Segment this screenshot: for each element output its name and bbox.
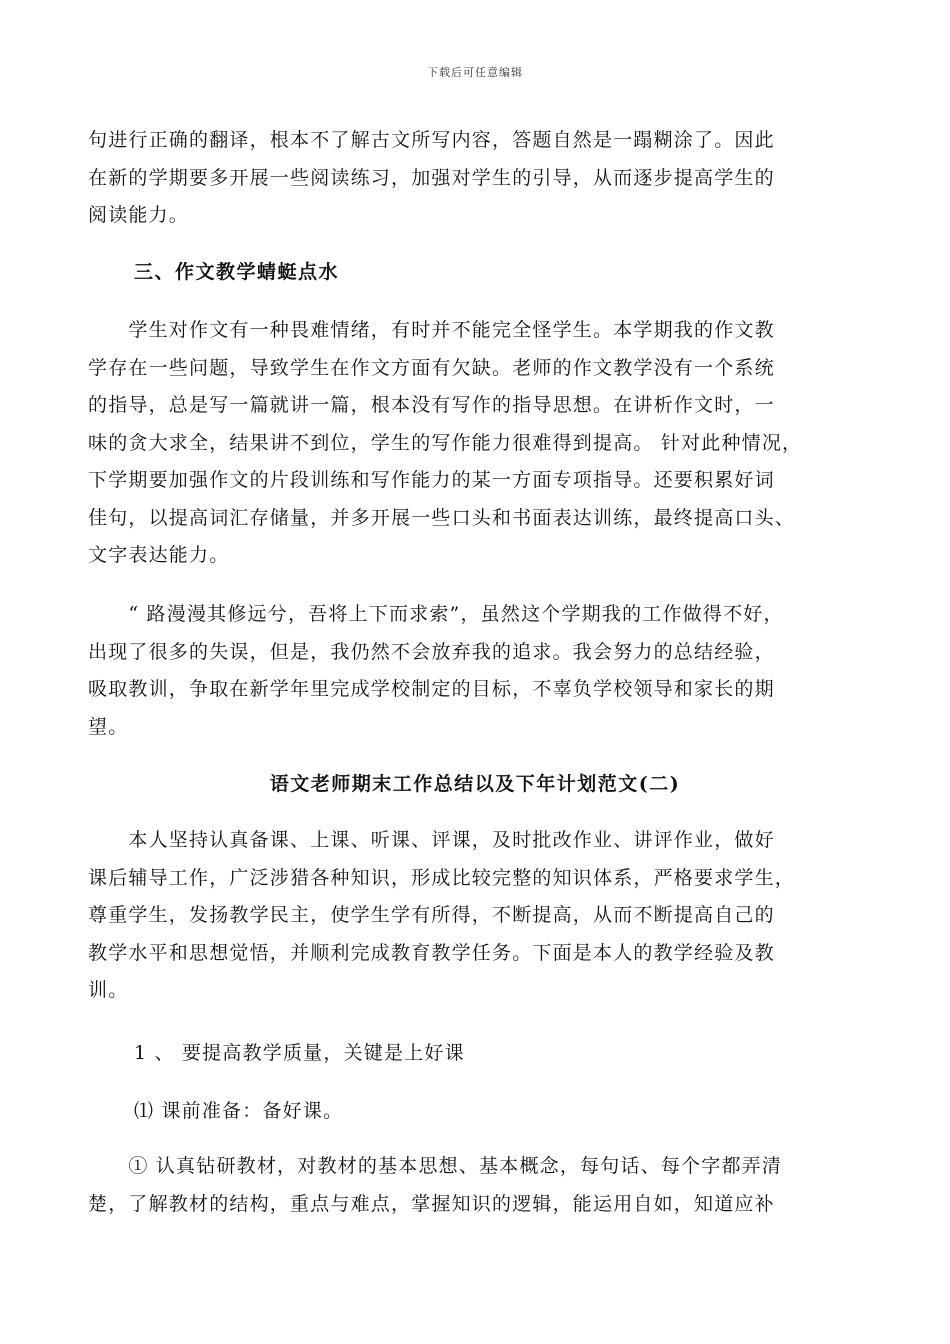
paragraph-writing bbox=[88, 312, 864, 575]
text-line: 课后辅导工作，广泛涉猎各种知识，形成比较完整的知识体系，严格要求学生， bbox=[88, 866, 796, 889]
text-line: 尊重学生，发扬教学民主，使学生学有所得，不断提高，从而不断提高自己的 bbox=[88, 904, 775, 926]
text-line: 楚，了解教材的结构，重点与难点，掌握知识的逻辑，能运用自如，知道应补 bbox=[88, 1192, 775, 1215]
text-line: “ 路漫漫其修远兮，吾将上下而求索”，虽然这个学期我的工作做得不好， bbox=[88, 603, 784, 625]
paragraph-conclusion bbox=[88, 596, 864, 746]
text-line: 吸取教训，争取在新学年里完成学校制定的目标，不辜负学校领导和家长的期 bbox=[88, 678, 775, 700]
text-line: 文字表达能力。 bbox=[88, 544, 230, 566]
text-line: ① 认真钻研教材，对教材的基本思想、基本概念，每句话、每个字都弄清 bbox=[88, 1155, 783, 1177]
page-header: 下载后可任意编辑 bbox=[427, 66, 523, 79]
text-line: 的指导，总是写一篇就讲一篇，根本没有写作的指导思想。在讲析作文时，一 bbox=[88, 394, 775, 416]
text-line: 学存在一些问题，导致学生在作文方面有欠缺。老师的作文教学没有一个系统 bbox=[88, 356, 775, 379]
document-title-2: 语文老师期末工作总结以及下年计划范文(二) bbox=[269, 773, 681, 795]
text-line: 下学期要加强作文的片段训练和写作能力的某一方面专项指导。还要积累好词 bbox=[88, 469, 775, 491]
paragraph-intro bbox=[88, 822, 864, 1010]
text-line: 出现了很多的失误，但是，我仍然不会放弃我的追求。我会努力的总结经验， bbox=[88, 640, 775, 663]
text-line: 在新的学期要多开展一些阅读练习，加强对学生的引导，从而逐步提高学生的 bbox=[88, 166, 775, 189]
text-line: 教学水平和思想觉悟，并顺利完成教育教学任务。下面是本人的教学经验及教 bbox=[88, 941, 775, 964]
text-line: 阅读能力。 bbox=[88, 204, 190, 226]
list-subitem-1: ⑴ 课前准备：备好课。 bbox=[134, 1100, 344, 1122]
list-item-1: 1 、 要提高教学质量，关键是上好课 bbox=[134, 1042, 465, 1064]
text-line: 训。 bbox=[88, 979, 129, 1001]
text-line: 句进行正确的翻译，根本不了解古文所写内容，答题自然是一蹋糊涂了。因此 bbox=[88, 129, 775, 151]
paragraph-reading bbox=[88, 122, 864, 235]
section-heading-3: 三、作文教学蜻蜓点水 bbox=[134, 261, 340, 283]
text-line: 佳句，以提高词汇存储量，并多开展一些口头和书面表达训练，最终提高口头、 bbox=[88, 506, 796, 529]
text-line: 味的贪大求全，结果讲不到位，学生的写作能力很难得到提高。 针对此种情况， bbox=[88, 431, 803, 454]
text-line: 望。 bbox=[88, 715, 129, 738]
paragraph-prep bbox=[88, 1148, 864, 1223]
text-line: 学生对作文有一种畏难情绪，有时并不能完全怪学生。本学期我的作文教 bbox=[88, 319, 775, 341]
text-line: 本人坚持认真备课、上课、听课、评课，及时批改作业、讲评作业，做好 bbox=[88, 829, 775, 851]
